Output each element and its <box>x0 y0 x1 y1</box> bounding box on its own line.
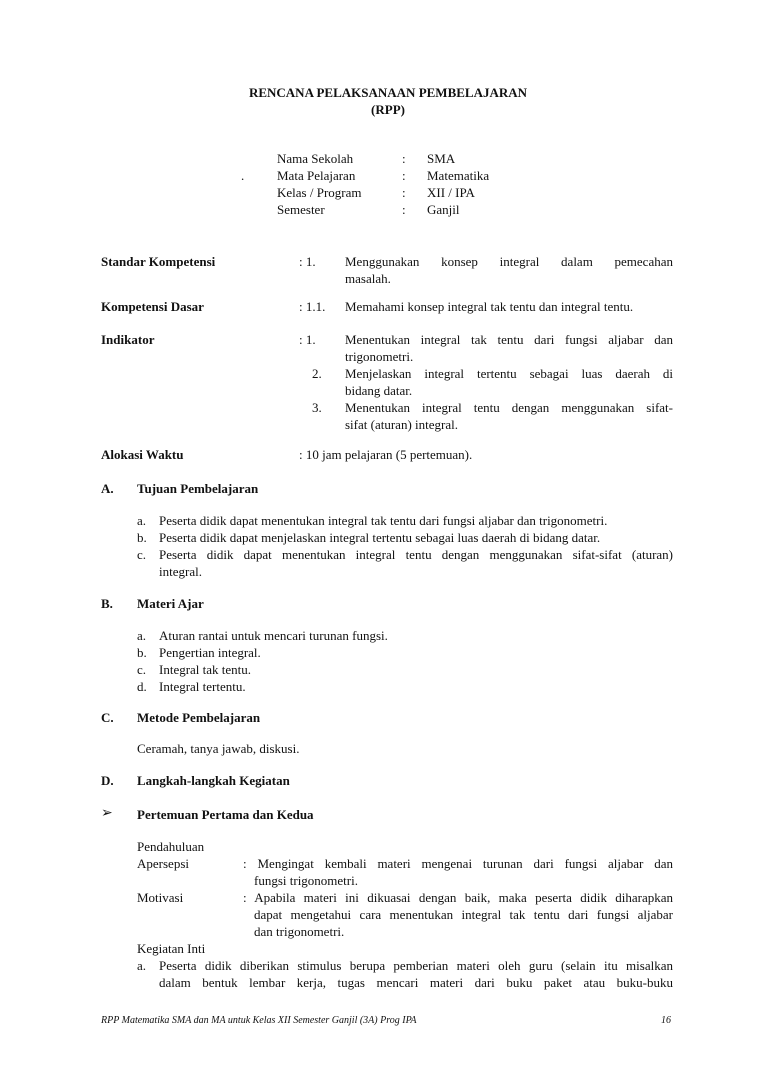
section-d-letter: D. <box>101 773 114 788</box>
indikator-number: : 1. <box>299 332 316 347</box>
identity-label: Kelas / Program <box>277 185 362 200</box>
kompetensi-label: Kompetensi Dasar <box>101 299 204 314</box>
identity-value: Matematika <box>427 168 490 183</box>
motivasi-label: Motivasi <box>137 890 184 905</box>
section-d-heading: Langkah-langkah Kegiatan <box>137 773 290 788</box>
identity-sep: : <box>402 168 406 183</box>
section-b-heading: Materi Ajar <box>137 596 204 611</box>
section-a-letter: A. <box>101 481 114 496</box>
identity-sep: : <box>402 151 406 166</box>
identity-label: Nama Sekolah <box>277 151 354 166</box>
identity-label: Semester <box>277 202 325 217</box>
list-item: Aturan rantai untuk mencari turunan fungsi. <box>159 628 388 643</box>
list-item: Pengertian integral. <box>159 645 261 660</box>
motivasi-text-continued: dan trigonometri. <box>254 924 345 939</box>
arrow-bullet-icon: ➢ <box>101 806 113 821</box>
section-c-heading: Metode Pembelajaran <box>137 710 261 725</box>
page-number: 16 <box>661 1015 671 1026</box>
standar-label: Standar Kompetensi <box>101 254 216 269</box>
list-item: Integral tertentu. <box>159 679 246 694</box>
apersepsi-text-continued: fungsi trigonometri. <box>254 873 358 888</box>
standar-word: Menggunakan <box>345 254 420 269</box>
motivasi-text-continued: dapat mengetahui cara menentukan integral tak tentu dari fungsi aljabar <box>254 907 673 922</box>
section-b-letter: B. <box>101 596 113 611</box>
kegiatan-item: Peserta didik diberikan stimulus berupa pemberian materi oleh guru (selain itu misalkan <box>159 958 673 973</box>
list-marker: a. <box>137 628 147 643</box>
indikator-number: 2. <box>312 366 322 381</box>
page-subtitle: (RPP) <box>371 102 405 117</box>
list-marker: d. <box>137 679 147 694</box>
standar-word: pemecahan <box>614 254 673 269</box>
standar-word: dalam <box>561 254 593 269</box>
footer-text: RPP Matematika SMA dan MA untuk Kelas XII Semester Ganjil (3A) Prog IPA <box>101 1015 417 1026</box>
indikator-line: bidang datar. <box>345 383 413 398</box>
apersepsi-label: Apersepsi <box>137 856 189 871</box>
list-marker: b. <box>137 530 147 545</box>
list-item-continued: integral. <box>159 564 202 579</box>
indikator-label: Indikator <box>101 332 155 347</box>
identity-dot: . <box>241 168 245 183</box>
list-item: Integral tak tentu. <box>159 662 252 677</box>
indikator-line: trigonometri. <box>345 349 414 364</box>
list-item: Peserta didik dapat menentukan integral tentu dengan menggunakan sifat-sifat (aturan) <box>159 547 673 562</box>
standar-text-line1 <box>345 253 673 270</box>
indikator-line: Menentukan integral tak tentu dari fungsi aljabar dan <box>345 332 673 347</box>
motivasi-text: : Apabila materi ini dikuasai dengan baik, maka peserta didik diharapkan <box>243 890 673 905</box>
section-a-heading: Tujuan Pembelajaran <box>137 481 259 496</box>
indikator-line: sifat (aturan) integral. <box>345 417 458 432</box>
list-marker: c. <box>137 547 147 562</box>
page-title: RENCANA PELAKSANAAN PEMBELAJARAN <box>248 85 528 100</box>
alokasi-label: Alokasi Waktu <box>101 447 184 462</box>
indikator-number: 3. <box>312 400 322 415</box>
apersepsi-text: : Mengingat kembali materi mengenai turunan dari fungsi aljabar dan <box>243 856 673 871</box>
pendahuluan-label: Pendahuluan <box>137 839 205 854</box>
indikator-line: Menjelaskan integral tertentu sebagai luas daerah di <box>345 366 673 381</box>
kompetensi-text: Memahami konsep integral tak tentu dan integral tentu. <box>345 299 634 314</box>
identity-label: Mata Pelajaran <box>277 168 356 183</box>
list-item: Peserta didik dapat menjelaskan integral tertentu sebagai luas daerah di bidang datar. <box>159 530 601 545</box>
identity-sep: : <box>402 202 406 217</box>
standar-word: integral <box>499 254 540 269</box>
meeting-heading: Pertemuan Pertama dan Kedua <box>137 807 314 822</box>
identity-value: Ganjil <box>427 202 460 217</box>
list-marker: c. <box>137 662 147 677</box>
list-item: Peserta didik dapat menentukan integral tak tentu dari fungsi aljabar dan trigonometri. <box>159 513 608 528</box>
kegiatan-item-continued: dalam bentuk lembar kerja, tugas mencari materi dari buku paket atau buku-buku <box>159 975 673 990</box>
standar-word: konsep <box>441 254 478 269</box>
section-c-letter: C. <box>101 710 114 725</box>
list-marker: a. <box>137 958 147 973</box>
standar-number: : 1. <box>299 254 316 269</box>
identity-value: XII / IPA <box>427 185 475 200</box>
indikator-line: Menentukan integral tentu dengan menggunakan sifat- <box>345 400 673 415</box>
standar-text-line2: masalah. <box>345 271 391 286</box>
metode-text: Ceramah, tanya jawab, diskusi. <box>137 741 300 756</box>
list-marker: b. <box>137 645 147 660</box>
alokasi-text: : 10 jam pelajaran (5 pertemuan). <box>299 447 473 462</box>
identity-value: SMA <box>427 151 456 166</box>
kompetensi-number: : 1.1. <box>299 299 326 314</box>
kegiatan-inti-label: Kegiatan Inti <box>137 941 206 956</box>
identity-sep: : <box>402 185 406 200</box>
list-marker: a. <box>137 513 147 528</box>
